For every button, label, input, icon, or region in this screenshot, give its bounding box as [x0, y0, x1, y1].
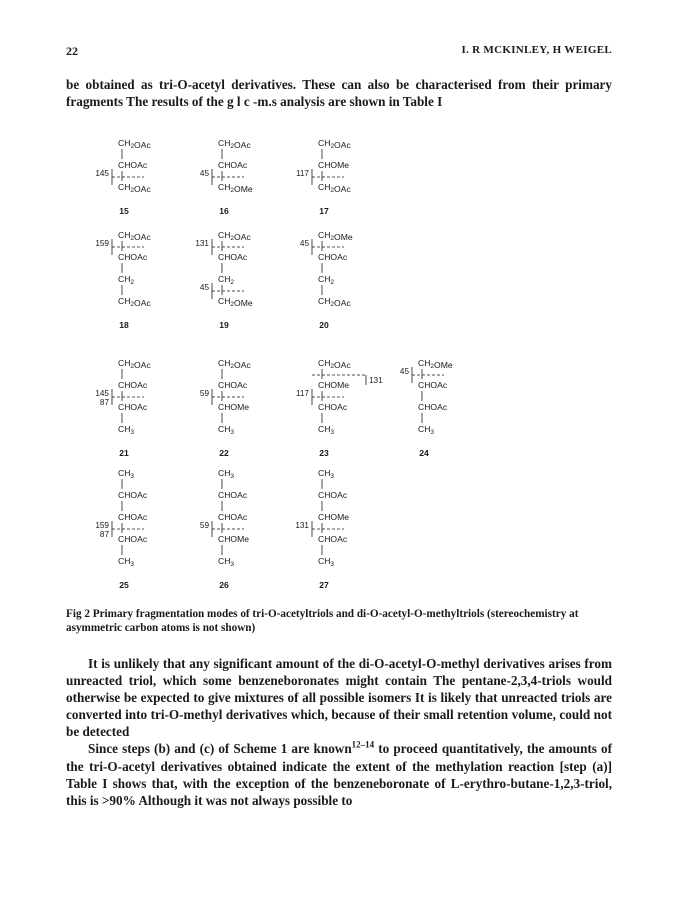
- group-22-2: CHOMe: [218, 402, 250, 412]
- fragmentation-diagram: [66, 128, 612, 608]
- fragment-label: 159: [95, 239, 109, 248]
- intro-paragraph: [66, 76, 612, 110]
- structure-19: [195, 230, 253, 330]
- figure-caption: [66, 608, 612, 635]
- group-16-1: CHOAc: [218, 160, 248, 170]
- group-22-0: $CH_2OAc$: [218, 358, 251, 370]
- compound-number: 26: [219, 580, 229, 590]
- group-16-2: $CH_2OMe$: [218, 182, 253, 194]
- fragment-label: 131: [369, 376, 383, 385]
- fragment-label: 45: [199, 169, 209, 178]
- group-20-2: $CH_2$: [318, 274, 335, 286]
- group-17-0: $CH_2OAc$: [318, 138, 351, 150]
- group-25-2: CHOAc: [118, 512, 148, 522]
- group-23-2: CHOAc: [318, 402, 348, 412]
- group-19-2: $CH_2$: [218, 274, 235, 286]
- intro-text: be obtained as tri-O-acetyl derivatives. These can also be characterised from their primary fragments The results of the g l c -m.s analysis are shown in Table I: [66, 77, 612, 109]
- compound-number: 27: [319, 580, 329, 590]
- structure-23: [296, 358, 383, 458]
- structure-16: [200, 138, 253, 216]
- structure-15: [95, 138, 151, 216]
- compound-number: 21: [119, 448, 129, 458]
- group-22-3: $CH_3$: [218, 424, 235, 436]
- structure-25: [95, 468, 148, 590]
- fragment-label: 131: [195, 239, 209, 248]
- structure-17: [296, 138, 352, 216]
- group-24-1: CHOAc: [418, 380, 448, 390]
- group-25-3: CHOAc: [118, 534, 148, 544]
- fragment-label: 45: [399, 367, 409, 376]
- group-26-4: $CH_3$: [218, 556, 235, 568]
- structure-21: [95, 358, 151, 458]
- paragraph-2-end: to proceed quantitatively, the amounts of the tri-O-acetyl derivatives obtained indicate the extent of the methylation reaction [step (a)] Table I shows that, with the exception of the benzeneboronate of L-erythro-butane-1,2,3-triol, this is >90% Although it was not always possible to: [66, 741, 612, 808]
- group-27-3: CHOAc: [318, 534, 348, 544]
- running-authors: I. R MCKINLEY, H WEIGEL: [461, 44, 612, 56]
- group-18-1: CHOAc: [118, 252, 148, 262]
- compound-number: 17: [319, 206, 329, 216]
- structure-18: [95, 230, 151, 330]
- fragment-label: 159: [95, 521, 109, 530]
- compound-number: 15: [119, 206, 129, 216]
- fragment-label: 131: [295, 521, 309, 530]
- compound-number: 16: [219, 206, 229, 216]
- group-21-2: CHOAc: [118, 402, 148, 412]
- reference-superscript: 12–14: [351, 740, 375, 751]
- group-26-2: CHOAc: [218, 512, 248, 522]
- group-27-4: $CH_3$: [318, 556, 335, 568]
- group-25-4: $CH_3$: [118, 556, 135, 568]
- group-15-1: CHOAc: [118, 160, 148, 170]
- compound-number: 20: [319, 320, 329, 330]
- group-22-1: CHOAc: [218, 380, 248, 390]
- group-24-2: CHOAc: [418, 402, 448, 412]
- group-23-1: CHOMe: [318, 380, 350, 390]
- paragraph-1: It is unlikely that any significant amount of the di-O-acetyl-O-methyl derivatives arises from unreacted triol, which some benzeneboronates might contain The pentane-2,3,4-triols would otherwise be expected to give mixtures of all possible isomers It is likely that unreacted triols are converted into tri-O-methyl derivatives which, because of their small retention volume, could not be detected: [66, 656, 612, 740]
- group-20-0: $CH_2OMe$: [318, 230, 353, 242]
- caption-text: Primary fragmentation modes of tri-O-acetyltriols and di-O-acetyl-O-methyltriols (stereochemistry at asymmetric carbon atoms is not shown): [66, 608, 579, 634]
- group-25-1: CHOAc: [118, 490, 148, 500]
- fragment-label: 59: [199, 389, 209, 398]
- compound-number: 22: [219, 448, 229, 458]
- group-20-3: $CH_2OAc$: [318, 296, 351, 308]
- group-19-0: $CH_2OAc$: [218, 230, 251, 242]
- group-18-3: $CH_2OAc$: [118, 296, 151, 308]
- group-26-1: CHOAc: [218, 490, 248, 500]
- group-18-0: $CH_2OAc$: [118, 230, 151, 242]
- group-23-0: $CH_2OAc$: [318, 358, 351, 370]
- structure-22: [200, 358, 252, 458]
- group-26-0: $CH_3$: [218, 468, 235, 480]
- compound-number: 25: [119, 580, 129, 590]
- fragment-label: 87: [99, 530, 109, 539]
- group-21-3: $CH_3$: [118, 424, 135, 436]
- caption-prefix: Fig 2: [66, 608, 90, 620]
- group-19-3: $CH_2OMe$: [218, 296, 253, 308]
- group-18-2: $CH_2$: [118, 274, 135, 286]
- group-24-3: $CH_3$: [418, 424, 435, 436]
- fragment-label: 117: [295, 169, 309, 178]
- group-17-1: CHOMe: [318, 160, 350, 170]
- fragment-label: 87: [99, 398, 109, 407]
- structure-27: [295, 468, 349, 590]
- paragraph-2-start: Since steps (b) and (c) of Scheme 1 are known: [88, 741, 352, 757]
- group-17-2: $CH_2OAc$: [318, 182, 351, 194]
- fragment-label: 145: [95, 169, 109, 178]
- group-16-0: $CH_2OAc$: [218, 138, 251, 150]
- group-23-3: $CH_3$: [318, 424, 335, 436]
- group-25-0: $CH_3$: [118, 468, 135, 480]
- page-number: 22: [66, 44, 78, 58]
- compound-number: 23: [319, 448, 329, 458]
- compound-number: 18: [119, 320, 129, 330]
- running-header: [66, 44, 612, 60]
- structure-20: [300, 230, 353, 330]
- fragment-label: 117: [295, 389, 309, 398]
- structure-26: [200, 468, 249, 590]
- group-21-1: CHOAc: [118, 380, 148, 390]
- fragment-label: 45: [299, 239, 309, 248]
- group-15-0: $CH_2OAc$: [118, 138, 151, 150]
- structure-24: [400, 358, 453, 458]
- body-text: [66, 655, 612, 809]
- paragraph-2: [66, 740, 612, 808]
- group-26-3: CHOMe: [218, 534, 250, 544]
- fragment-label: 45: [199, 283, 209, 292]
- compound-number: 19: [219, 320, 229, 330]
- group-15-2: $CH_2OAc$: [118, 182, 151, 194]
- group-27-2: CHOMe: [318, 512, 350, 522]
- figure-2: [66, 128, 612, 608]
- group-19-1: CHOAc: [218, 252, 248, 262]
- group-27-0: $CH_3$: [318, 468, 335, 480]
- group-24-0: $CH_2OMe$: [418, 358, 453, 370]
- compound-number: 24: [419, 448, 429, 458]
- fragment-label: 59: [199, 521, 209, 530]
- group-21-0: $CH_2OAc$: [118, 358, 151, 370]
- fragment-label: 145: [95, 389, 109, 398]
- group-27-1: CHOAc: [318, 490, 348, 500]
- group-20-1: CHOAc: [318, 252, 348, 262]
